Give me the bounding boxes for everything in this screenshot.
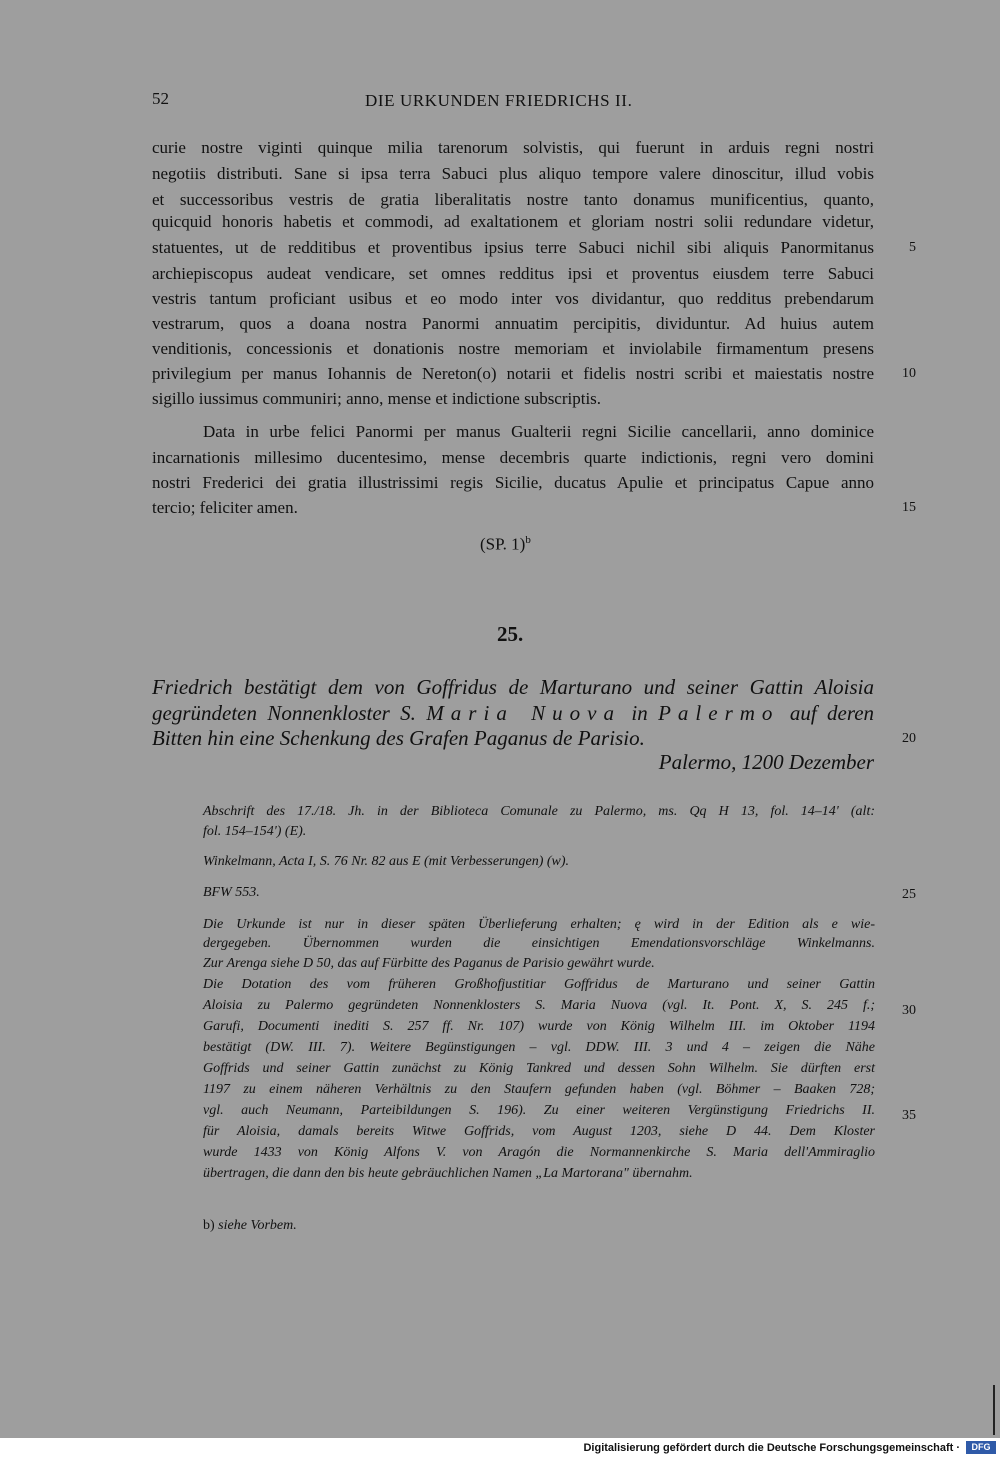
regest-text: auf deren [789,701,875,725]
footnote-label: b) [203,1218,215,1233]
text-line: incarnationis millesimo ducentesimo, mense decembris quarte indictionis, regni vero domini [152,448,874,467]
line-number: 15 [902,500,916,515]
apparatus-line: fol. 154–154') (E). [203,824,307,839]
apparatus-line: bestätigt (DW. III. 7). Weitere Begünstigungen – vgl. DDW. III. 3 und 4 – zeigen die Nähe [203,1040,875,1055]
footer-bar [0,1438,1000,1458]
apparatus-line: Die Urkunde ist nur in dieser späten Überlieferung erhalten; ę wird in der Edition als e wie- [203,917,875,932]
text-line: sigillo iussimus communiri; anno, mense et indictione subscriptis. [152,389,602,408]
running-title: DIE URKUNDEN FRIEDRICHS II. [365,91,633,110]
text-line: nostri Frederici dei gratia illustrissimi regis Sicilie, ducatus Apulie et principatus Capue anno [152,473,874,492]
text-line: statuentes, ut de redditibus et proventibus ipsius terre Sabuci nichil sibi aliquis Panormitanus [152,238,874,257]
text-line: quicquid honoris habetis et commodi, ad exaltationem et gloriam nostri solii redundare videtur, [152,212,874,231]
apparatus-line: Abschrift des 17./18. Jh. in der Biblioteca Comunale zu Palermo, ms. Qq H 13, fol. 14–14' (alt: [203,804,875,819]
line-number: 25 [902,887,916,902]
line-number: 20 [902,731,916,746]
footnote-mark: b [525,534,531,546]
regest-line: Friedrich bestätigt dem von Goffridus de Marturano und seiner Gattin Aloisia [152,675,874,699]
line-number: 35 [902,1108,916,1123]
apparatus-line: BFW 553. [203,885,260,900]
dfg-logo: DFG [966,1441,996,1454]
apparatus-line: Goffrids und seiner Gattin zunächst zu König Tankred und dessen Sohn Wilhelm. Sie dürften erst [203,1061,875,1076]
text-line: negotiis distributi. Sane si ipsa terra Sabuci plus aliquo tempore valere dinoscitur, illud vobis [152,164,874,183]
text-line: curie nostre viginti quinque milia tarenorum solvistis, qui fuerunt in arduis regni nostri [152,138,874,157]
signum [480,534,531,555]
regest-line [152,700,874,726]
text-line: archiepiscopus audeat vendicare, set omnes redditus ipsi et proventus eiusdem terre Sabuci [152,264,874,283]
line-number: 10 [902,366,916,381]
scan-edge-mark [993,1385,995,1435]
apparatus-line: wurde 1433 von König Alfons V. von Aragón die Normannenkirche S. Maria dell'Ammiraglio [203,1145,875,1160]
regest-spaced-name: Maria Nuova [426,701,622,725]
text-line: et successoribus vestris de gratia liberalitatis nostre tanto donamus munificentius, quanto, [152,190,874,209]
apparatus-line: übertragen, die dann den bis heute gebräuchlichen Namen „La Martorana" übernahm. [203,1166,693,1181]
signum-text: (SP. 1) [480,534,526,554]
text-line: Data in urbe felici Panormi per manus Gualterii regni Sicilie cancellarii, anno dominice [203,422,874,441]
apparatus-line: für Aloisia, damals bereits Witwe Goffrids, vom August 1203, siehe D 44. Dem Kloster [203,1124,875,1139]
apparatus-line: Winkelmann, Acta I, S. 76 Nr. 82 aus E (mit Verbesserungen) (w). [203,854,570,869]
apparatus-line: dergegeben. Übernommen wurden die einsichtigen Emendationsvorschläge Winkelmanns. [203,936,875,951]
regest-date: Palermo, 1200 Dezember [658,750,874,774]
footnote-text: siehe Vorbem. [218,1218,297,1233]
text-line: venditionis, concessionis et donationis nostre memoriam et inviolabile firmamentum presens [152,339,874,358]
text-line: privilegium per manus Iohannis de Nereton(o) notarii et fidelis nostri scribi et maiestatis nostre [152,364,874,383]
apparatus-line: Garufi, Documenti inediti S. 257 ff. Nr. 107) wurde von König Wilhelm III. im Oktober 1194 [203,1019,875,1034]
document-number: 25. [497,622,524,646]
regest-text: in [631,701,648,725]
line-number: 5 [909,240,916,255]
footnote [203,1218,297,1234]
apparatus-line: Die Dotation des vom früheren Großhofjustitiar Goffridus de Marturano und seiner Gattin [203,977,875,992]
footer-credit: Digitalisierung gefördert durch die Deutsche Forschungsgemeinschaft · [583,1442,960,1454]
regest-text: gegründeten Nonnenkloster S. [152,701,416,725]
regest-line: Bitten hin eine Schenkung des Grafen Paganus de Parisio. [152,726,645,750]
page-number: 52 [152,89,169,108]
text-line: tercio; feliciter amen. [152,498,298,517]
apparatus-line: Zur Arenga siehe D 50, das auf Fürbitte des Paganus de Parisio gewährt wurde. [203,956,655,971]
apparatus-line: vgl. auch Neumann, Parteibildungen S. 196). Zu einer weiteren Vergünstigung Friedrichs II. [203,1103,875,1118]
apparatus-line: 1197 zu einem näheren Verhältnis zu den Staufern gefunden haben (vgl. Böhmer – Baaken 728; [203,1082,875,1097]
text-line: vestrarum, quos a doana nostra Panormi annuatim percipitis, dividuntur. Ad huius autem [152,314,874,333]
text-line: vestris tantum proficiant usibus et eo modo inter vos dividantur, quo redditus prebendarum [152,289,874,308]
line-number: 30 [902,1003,916,1018]
regest-spaced-name: Palermo [658,701,780,725]
apparatus-line: Aloisia zu Palermo gegründeten Nonnenklosters S. Maria Nuova (vgl. It. Pont. X, S. 245 f.; [203,998,875,1013]
